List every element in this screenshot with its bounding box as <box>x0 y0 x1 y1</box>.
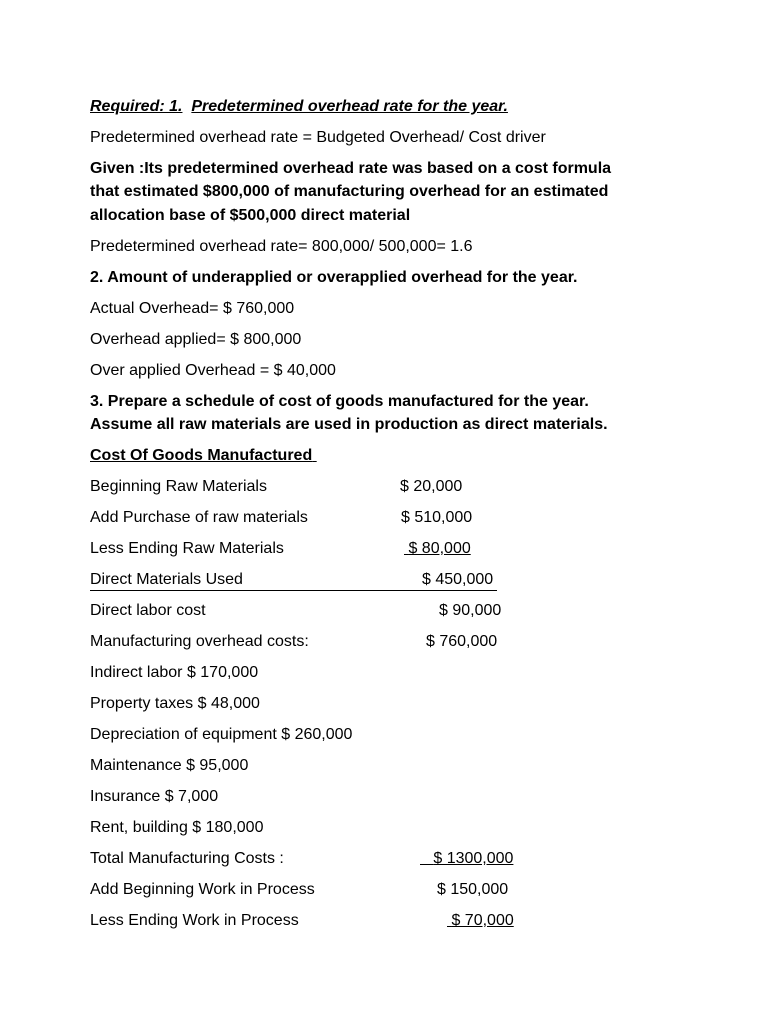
schedule-row-value: $ 90,000 <box>439 602 502 619</box>
formula-line: Predetermined overhead rate = Budgeted Overhead/ Cost driver <box>90 129 546 146</box>
actual-overhead: Actual Overhead= $ 760,000 <box>90 300 295 317</box>
required-prefix: Required: 1. <box>90 98 183 115</box>
schedule-title-text: Cost Of Goods Manufactured <box>90 447 313 464</box>
given-line-2: that estimated $800,000 of manufacturing overhead for an estimated <box>90 183 609 200</box>
schedule-row-value: $ 1300,000 <box>433 850 514 867</box>
schedule-row-label: Add Beginning Work in Process <box>90 881 315 898</box>
schedule-row-label: Direct labor cost <box>90 602 206 619</box>
q3-line-2: Assume all raw materials are used in production as direct materials. <box>90 416 608 433</box>
schedule-row-label: Less Ending Raw Materials <box>90 540 284 557</box>
overhead-applied: Overhead applied= $ 800,000 <box>90 331 302 348</box>
schedule-row-label: Add Purchase of raw materials <box>90 509 308 526</box>
schedule-row-value: $ 450,000 <box>422 571 494 588</box>
q2-title: 2. Amount of underapplied or overapplied overhead for the year. <box>90 269 578 286</box>
schedule-row-label: Rent, building $ 180,000 <box>90 819 264 836</box>
schedule-row-label: Maintenance $ 95,000 <box>90 757 249 774</box>
schedule-row-value: $ 150,000 <box>437 881 509 898</box>
schedule-row-label: Less Ending Work in Process <box>90 912 299 929</box>
required-title: Predetermined overhead rate for the year. <box>191 98 508 115</box>
q3-line-1: 3. Prepare a schedule of cost of goods manufactured for the year. <box>90 393 589 410</box>
required-heading <box>90 97 508 117</box>
over-applied-overhead: Over applied Overhead = $ 40,000 <box>90 362 336 379</box>
given-line-3: allocation base of $500,000 direct material <box>90 207 411 224</box>
direct-materials-underline <box>90 590 497 591</box>
schedule-title <box>90 446 317 466</box>
schedule-row-label: Depreciation of equipment $ 260,000 <box>90 726 353 743</box>
schedule-row-value: $ 510,000 <box>401 509 473 526</box>
schedule-row-label: Insurance $ 7,000 <box>90 788 219 805</box>
schedule-row-label: Beginning Raw Materials <box>90 478 267 495</box>
schedule-row-label: Direct Materials Used <box>90 571 243 588</box>
schedule-row-label: Indirect labor $ 170,000 <box>90 664 259 681</box>
schedule-row-label: Property taxes $ 48,000 <box>90 695 260 712</box>
schedule-row-label: Manufacturing overhead costs: <box>90 633 309 650</box>
given-line-1: Given :Its predetermined overhead rate was based on a cost formula <box>90 160 612 177</box>
schedule-row-value: $ 760,000 <box>426 633 498 650</box>
schedule-row-label: Total Manufacturing Costs : <box>90 850 284 867</box>
schedule-row-value: $ 70,000 <box>451 912 514 929</box>
schedule-row-value: $ 20,000 <box>400 478 463 495</box>
schedule-row-value: $ 80,000 <box>408 540 471 557</box>
rate-result: Predetermined overhead rate= 800,000/ 500,000= 1.6 <box>90 238 473 255</box>
